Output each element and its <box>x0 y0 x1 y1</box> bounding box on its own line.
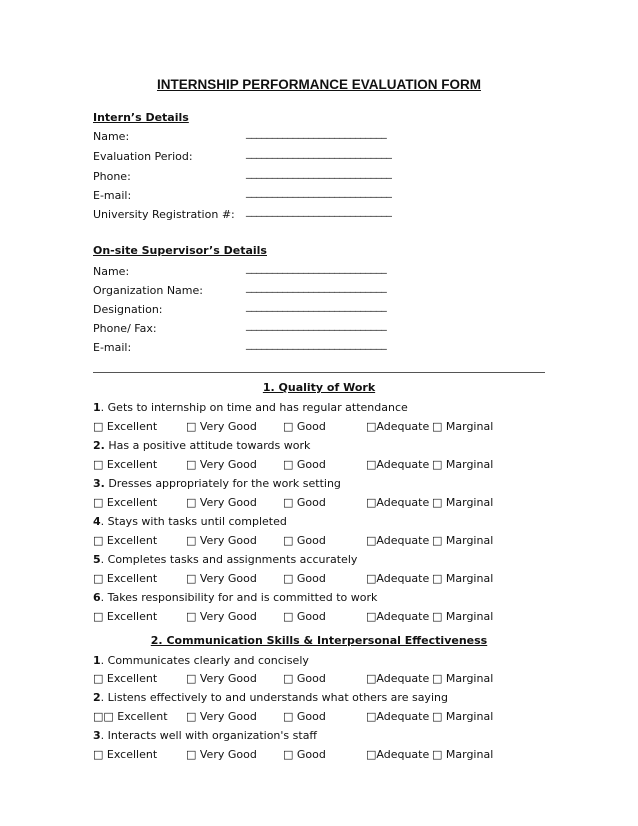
option-good[interactable]: □ Good <box>283 420 326 433</box>
question-number: 6 <box>93 591 101 604</box>
question-text <box>93 401 408 414</box>
intern-evaluation-period-label: Evaluation Period: <box>93 150 193 163</box>
question-label: Dresses appropriately for the work setting <box>104 477 341 490</box>
supervisor-phone-fax-line[interactable]: ___________________________ <box>246 318 387 331</box>
option-very-good[interactable]: □ Very Good <box>186 710 257 723</box>
option-adequate[interactable]: □Adequate <box>366 748 430 761</box>
supervisor-designation-line[interactable]: ___________________________ <box>246 299 387 312</box>
question-label: . Completes tasks and assignments accurately <box>100 553 358 566</box>
form-title: INTERNSHIP PERFORMANCE EVALUATION FORM <box>156 77 481 92</box>
section-divider <box>93 372 545 373</box>
question-number: 1 <box>93 654 101 667</box>
intern-evaluation-period-line[interactable]: ____________________________ <box>246 146 392 159</box>
supervisor-email-line[interactable]: ___________________________ <box>246 337 387 350</box>
intern-email-label: E-mail: <box>93 189 132 202</box>
option-marginal[interactable]: □ Marginal <box>432 572 494 585</box>
supervisor-name-line[interactable]: ___________________________ <box>246 261 387 274</box>
supervisor-details-heading: On-site Supervisor’s Details <box>93 244 267 257</box>
question-number: 3 <box>93 729 101 742</box>
option-excellent[interactable]: □ Excellent <box>93 458 158 471</box>
question-number: 3. <box>93 477 105 490</box>
intern-phone-line[interactable]: ____________________________ <box>246 166 392 179</box>
option-excellent[interactable]: □ Excellent <box>93 496 158 509</box>
option-marginal[interactable]: □ Marginal <box>432 496 494 509</box>
option-very-good[interactable]: □ Very Good <box>186 748 257 761</box>
option-good[interactable]: □ Good <box>283 572 326 585</box>
question-text <box>93 591 377 604</box>
option-good[interactable]: □ Good <box>283 710 326 723</box>
question-number: 2. <box>93 439 105 452</box>
section-title-communication-skills: 2. Communication Skills & Interpersonal Effectiveness <box>150 634 488 647</box>
option-adequate[interactable]: □Adequate <box>366 496 430 509</box>
intern-registration-line[interactable]: ____________________________ <box>246 204 392 217</box>
option-marginal[interactable]: □ Marginal <box>432 420 494 433</box>
question-text <box>93 691 448 704</box>
option-good[interactable]: □ Good <box>283 610 326 623</box>
intern-name-label: Name: <box>93 130 130 143</box>
option-very-good[interactable]: □ Very Good <box>186 496 257 509</box>
question-text <box>93 515 287 528</box>
question-label: . Stays with tasks until completed <box>100 515 287 528</box>
question-number: 1 <box>93 401 101 414</box>
option-good[interactable]: □ Good <box>283 458 326 471</box>
option-excellent[interactable]: □ Excellent <box>93 420 158 433</box>
option-marginal[interactable]: □ Marginal <box>432 710 494 723</box>
question-label: . Gets to internship on time and has regular attendance <box>100 401 408 414</box>
question-number: 2 <box>93 691 101 704</box>
option-good[interactable]: □ Good <box>283 672 326 685</box>
option-adequate[interactable]: □Adequate <box>366 572 430 585</box>
intern-email-line[interactable]: ____________________________ <box>246 185 392 198</box>
supervisor-organization-label: Organization Name: <box>93 284 203 297</box>
question-number: 4 <box>93 515 101 528</box>
intern-registration-label: University Registration #: <box>93 208 235 221</box>
option-very-good[interactable]: □ Very Good <box>186 420 257 433</box>
option-very-good[interactable]: □ Very Good <box>186 458 257 471</box>
question-text <box>93 439 310 452</box>
question-number: 5 <box>93 553 101 566</box>
question-label: . Listens effectively to and understands what others are saying <box>100 691 448 704</box>
option-adequate[interactable]: □Adequate <box>366 534 430 547</box>
intern-phone-label: Phone: <box>93 170 131 183</box>
intern-name-line[interactable]: ___________________________ <box>246 126 387 139</box>
supervisor-organization-line[interactable]: ___________________________ <box>246 280 387 293</box>
question-text <box>93 553 357 566</box>
question-label: . Takes responsibility for and is committed to work <box>100 591 378 604</box>
option-adequate[interactable]: □Adequate <box>366 710 430 723</box>
option-good[interactable]: □ Good <box>283 534 326 547</box>
question-text <box>93 654 309 667</box>
option-good[interactable]: □ Good <box>283 748 326 761</box>
question-label: . Interacts well with organization's staff <box>100 729 318 742</box>
option-adequate[interactable]: □Adequate <box>366 420 430 433</box>
option-marginal[interactable]: □ Marginal <box>432 748 494 761</box>
option-adequate[interactable]: □Adequate <box>366 458 430 471</box>
option-marginal[interactable]: □ Marginal <box>432 534 494 547</box>
question-label: . Communicates clearly and concisely <box>100 654 309 667</box>
option-very-good[interactable]: □ Very Good <box>186 572 257 585</box>
question-text <box>93 729 317 742</box>
question-label: Has a positive attitude towards work <box>104 439 311 452</box>
supervisor-phone-fax-label: Phone/ Fax: <box>93 322 157 335</box>
supervisor-designation-label: Designation: <box>93 303 163 316</box>
option-good[interactable]: □ Good <box>283 496 326 509</box>
intern-details-heading: Intern’s Details <box>93 111 189 124</box>
question-text <box>93 477 341 490</box>
option-excellent[interactable]: □ Excellent <box>93 748 158 761</box>
option-excellent[interactable]: □ Excellent <box>93 672 158 685</box>
option-marginal[interactable]: □ Marginal <box>432 610 494 623</box>
option-marginal[interactable]: □ Marginal <box>432 458 494 471</box>
option-very-good[interactable]: □ Very Good <box>186 610 257 623</box>
option-excellent[interactable]: □□ Excellent <box>93 710 168 723</box>
option-marginal[interactable]: □ Marginal <box>432 672 494 685</box>
option-excellent[interactable]: □ Excellent <box>93 534 158 547</box>
supervisor-name-label: Name: <box>93 265 130 278</box>
option-excellent[interactable]: □ Excellent <box>93 572 158 585</box>
section-title-quality-of-work: 1. Quality of Work <box>262 381 376 394</box>
option-adequate[interactable]: □Adequate <box>366 610 430 623</box>
option-adequate[interactable]: □Adequate <box>366 672 430 685</box>
supervisor-email-label: E-mail: <box>93 341 132 354</box>
option-very-good[interactable]: □ Very Good <box>186 672 257 685</box>
option-excellent[interactable]: □ Excellent <box>93 610 158 623</box>
option-very-good[interactable]: □ Very Good <box>186 534 257 547</box>
